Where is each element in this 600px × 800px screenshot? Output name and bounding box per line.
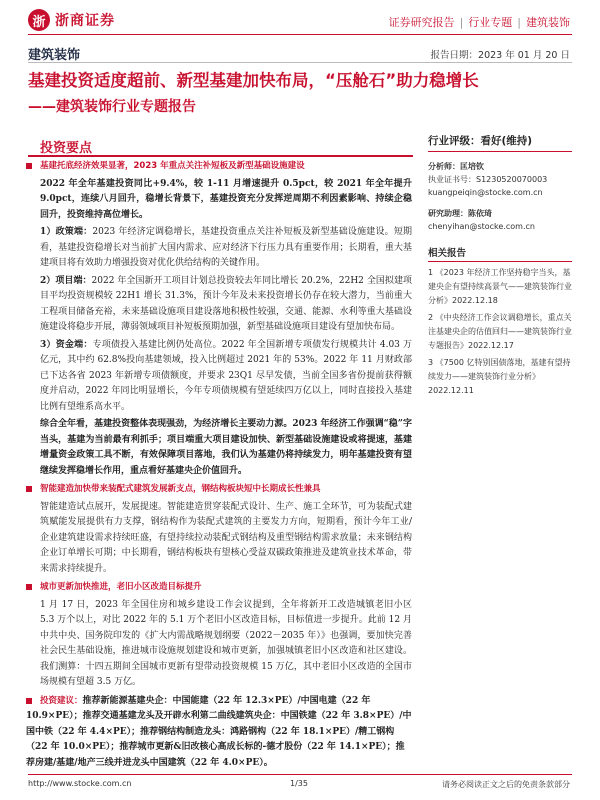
paragraph-smart-construction: 智能建造试点展开，发展提速。智能建造贯穿装配式设计、生产、施工全环节，可为装配式建筑赋能发展提供有力支撑，钢结构作为装配式建筑的主要发力方向，短期看，预计今年工业/企业建筑建设需求持续旺盛，有望持续拉动装配式钢结构及重型钢结构需求放量；未来钢结构企业订单增长可期；中长期看，钢结构板块有望核心受益双碳政策推进及建筑业技术革命，带来需求持续提升。 [40, 501, 412, 574]
page-number: 1/35 [290, 779, 308, 788]
paragraph-funding: 3）资金端：专项债投入基建比例仍处高位。2022 年全国新增专项债发行规模共计 4.03 万亿元，其中约 62.8%投向基建领域，投入比例超过 2021 年的 53%。2022 年 11 月财政部已下达各省 2023 年新增专项债额度，并要求 23Q1 尽早发债，当前全国多省份提前获得额度并启动，2022 年同比明显增长，今年专项债规模有望延续四万亿以上，同时直接投入基建比例有望维系高水平。 [40, 339, 412, 412]
related-report-item[interactable]: 3 《7500 亿特别国债落地，基建有望持续发力——建筑装饰行业分析》2022.12.11 [428, 358, 571, 395]
paragraph-projects: 2）项目端：2022 年全国新开工项目计划总投资较去年同比增长 20.2%，22H2 全国拟建项目平均投资规模较 22H1 增长 31.3%，预计今年及未来投资增长仍存在较大潜力，当前重大工程项目储备充裕，未来基础设施项目建设落地积极性较强，交通、能源、水利等重大基础设施建设将稳步开展，薄弱领域项目补短板预期加强，新型基础设施项目建设有望加快布局。 [40, 275, 412, 332]
sidebar [428, 133, 572, 401]
sector-label: 建筑装饰 [28, 48, 81, 63]
header-divider [28, 34, 572, 35]
related-report-item[interactable]: 1 《2023 年经济工作坚持稳字当头，基建央企有望持续高景气——建筑装饰行业分析》2022.12.18 [428, 268, 572, 305]
analyst-cert: 执业证书号：S1230520070003 [428, 175, 548, 184]
paragraph-recommendation: 推荐新能源基建央企：中国能建（22 年 12.3×PE）/中国电建（22 年 10.9×PE）；推荐交通基建龙头及开辟水利第二曲线建筑央企：中国铁建（22 年 3.8×PE）/中国中铁（22 年 4.4×PE）；推荐钢结构制造龙头：鸿路钢构（22 年 18.1×PE）/精工钢构（22 年 10.0×PE）；推荐城市更新&旧改核心高成长标的-德才股份（22 年 14.1×PE）；推荐房建/基建/地产三线并进龙头中国建筑（22 年 4.0×PE）。 [26, 695, 412, 768]
related-reports-heading: 相关报告 [428, 245, 572, 262]
bullet-square-icon [26, 163, 32, 169]
logo-mark-icon: 浙 [28, 9, 50, 31]
separator: | [517, 16, 521, 29]
header-tag-topic: 行业专题 [468, 16, 513, 29]
footer-divider [28, 774, 572, 775]
bullet-square-icon [26, 698, 32, 704]
logo-text: 浙商证券 [55, 13, 115, 29]
header-tag-report-type: 证券研究报告 [388, 16, 455, 29]
footer-url[interactable]: http://www.stocke.com.cn [28, 779, 132, 788]
disclaimer-note: 请务必阅读正文之后的免责条款部分 [442, 780, 570, 789]
researcher-email[interactable]: chenyihan@stocke.com.cn [428, 222, 535, 231]
paragraph-urban-renewal: 1 月 17 日，2023 年全国住房和城乡建设工作会议提到，全年将新开工改造城镇老旧小区 5.3 万个以上，对比 2022 年的 5.1 万个老旧小区改造目标，目标值进一步提升。此前 12 月中共中央、国务院印发的《扩大内需战略规划纲要（2022－2035 年）》也强调，要加快完善社会民生基础设施，推进城市设施规划建设和城市更新，加强城镇老旧小区改造和社区建设。我们测算：十四五期间全国城市更新有望带动投资规模 15 万亿，其中老旧小区改造的全国市场规模有望超 3.5 万亿。 [40, 599, 412, 687]
paragraph-conclusion: 综合全年看，基建投资整体表现强劲，为经济增长主要动力源。2023 年经济工作强调“稳”字当头，基建为当前最有利抓手；项目端重大项目建设加快、新型基础设施建设或将提速，基建增量资金政策工具不断，有效保障项目落地，我们认为基建仍将持续发力，明年基建投资有望继续发挥稳增长作用，重点看好基建央企价值回升。 [40, 419, 412, 476]
brand-logo [28, 9, 115, 31]
report-date: 报告日期：2023 年 01 月 20 日 [430, 50, 570, 61]
header-tags [389, 14, 570, 30]
bullet-square-icon [26, 584, 32, 590]
analyst-email[interactable]: kuangpeiqin@stocke.com.cn [428, 188, 543, 197]
industry-rating: 行业评级：看好(维持) [428, 133, 572, 152]
related-report-item[interactable]: 2 《中央经济工作会议调稳增长，重点关注基建央企的估值回归——建筑装饰行业专题报告》2022.12.17 [428, 313, 572, 350]
separator: | [459, 16, 464, 29]
bullet-heading-infrastructure: 基建托底经济效果显著，2023 年重点关注补短板及新型基础设施建设 [26, 159, 412, 175]
analyst-info: 分析师：匡培钦 执业证书号：S1230520070003 kuangpeiqin@stocke.com.cn [428, 160, 572, 199]
researcher-info: 研究助理：陈依琦 chenyihan@stocke.com.cn [428, 207, 572, 233]
report-title: 基建投资适度超前、新型基建加快布局，“压舱石”助力稳增长 [28, 71, 479, 90]
bullet-heading-steel: 智能建造加快带来装配式建筑发展新支点，钢结构板块短中长期成长性兼具 [26, 482, 412, 498]
bullet-square-icon [26, 486, 32, 492]
report-subtitle: ——建筑装饰行业专题报告 [28, 99, 196, 115]
related-reports-list [428, 266, 572, 398]
paragraph-policy: 1）政策端：2023 年经济定调稳增长，基建投资重点关注补短板及新型基础设施建设。短期看，基建投资稳增长对当前扩大国内需求、应对经济下行压力具有重要作用；长期看，重大基建项目将有效助力增强投资对优化供给结构的关键作用。 [40, 227, 412, 268]
title-divider [28, 62, 572, 63]
main-content [26, 156, 412, 771]
bullet-heading-urban-renewal: 城市更新加快推进，老旧小区改造目标提升 [26, 580, 412, 596]
header-tag-sector: 建筑装饰 [526, 16, 570, 29]
paragraph-summary: 2022 年全年基建投资同比+9.4%，较 1-11 月增速提升 0.5pct，较 2021 年全年提升 9.0pct，连续八月回升，稳增长背景下，基建投资充分发挥逆周期不利因素影响、持续企稳回升，投资维持高位增长。 [40, 178, 412, 220]
bullet-heading-recommendation: 投资建议：推荐新能源基建央企：中国能建（22 年 12.3×PE）/中国电建（22 年 10.9×PE）；推荐交通基建龙头及开辟水利第二曲线建筑央企：中国铁建（22 年 3.8×PE）/中国中铁（22 年 4.4×PE）；推荐钢结构制造龙头：鸿路钢构（22 年 18.1×PE）/精工钢构（22 年 10.0×PE）；推荐城市更新&旧改核心高成长标的-德才股份（22 年 14.1×PE）；推荐房建/基建/地产三线并进龙头中国建筑（22 年 4.0×PE）。 [26, 695, 412, 768]
section-heading: 投资要点 [40, 141, 93, 156]
